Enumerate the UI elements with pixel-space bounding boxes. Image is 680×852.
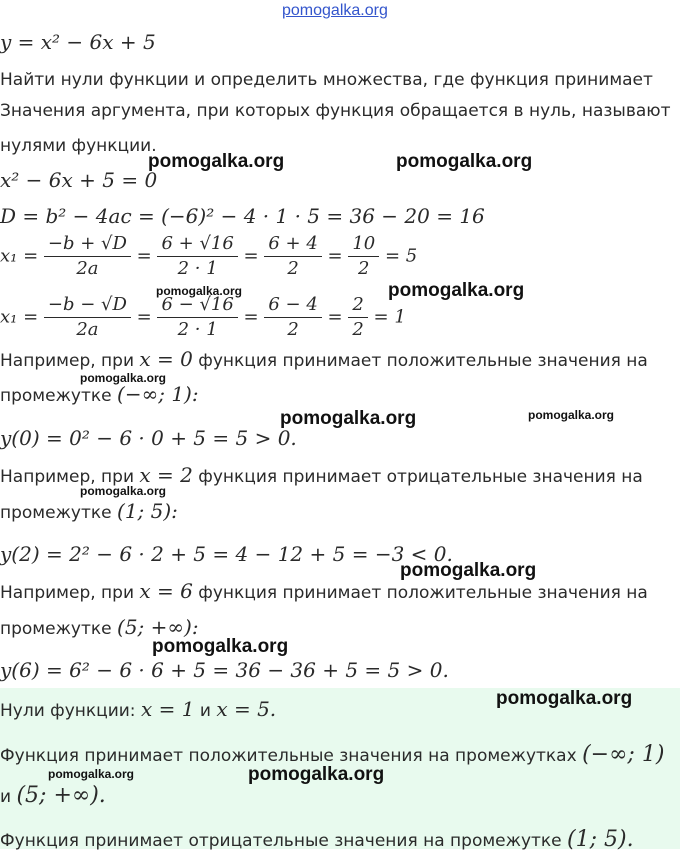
example-1-line-2: промежутке (−∞; 1):: [0, 382, 199, 406]
discriminant-formula: D = b² − 4ac = (−6)² − 4 · 1 · 5 = 36 − 20 = 16: [0, 204, 485, 228]
watermark: pomogalka.org: [396, 151, 533, 172]
site-link[interactable]: pomogalka.org: [282, 2, 388, 19]
root-result: = 1: [373, 306, 406, 328]
example-1-line-1: Например, при x = 0 функция принимает положительные значения на: [0, 347, 648, 371]
watermark: pomogalka.org: [248, 764, 385, 785]
root-plus-formula: x₁ = $\frac{-b + √D}{2a}$ = $\frac{6 + √16}{2 \cdot 1}$ = $\frac{6 + 4}{2}$ = $\frac{10}{2}$ = 5: [0, 233, 418, 279]
example-1-calc: y(0) = 0² − 6 · 0 + 5 = 5 > 0.: [0, 426, 297, 450]
fraction: $\frac{2}{2}$: [348, 293, 367, 342]
equation: y = x² − 6x + 5: [0, 30, 156, 54]
root-minus-formula: x₁ = $\frac{-b - √D}{2a}$ = $\frac{6 - √16}{2 \cdot 1}$ = $\frac{6 - 4}{2}$ = $\frac{2}{2}$ = 1: [0, 294, 406, 340]
root-lhs: x₁ =: [0, 245, 39, 267]
watermark: pomogalka.org: [388, 280, 525, 301]
watermark: pomogalka.org: [152, 636, 289, 657]
root-result: = 5: [384, 245, 418, 267]
definition-line-1: Значения аргумента, при которых функция обращается в нуль, называют: [0, 101, 671, 121]
root-lhs: x₁ =: [0, 306, 39, 328]
fraction: $\frac{6 - √16}{2 \cdot 1}$: [157, 293, 237, 342]
example-3-line-1: Например, при x = 6 функция принимает положительные значения на: [0, 579, 648, 603]
watermark: pomogalka.org: [528, 408, 615, 422]
watermark: pomogalka.org: [156, 284, 243, 298]
watermark: pomogalka.org: [400, 560, 537, 581]
example-2-line-2: промежутке (1; 5):: [0, 499, 178, 523]
fraction: $\frac{6 + 4}{2}$: [264, 232, 321, 281]
definition-line-2: нулями функции.: [0, 136, 157, 156]
task-text: Найти нули функции и определить множества, где функция принимает: [0, 70, 653, 90]
example-2-calc: y(2) = 2² − 6 · 2 + 5 = 4 − 12 + 5 = −3 < 0.: [0, 542, 453, 566]
fraction: $\frac{6 + √16}{2 \cdot 1}$: [157, 232, 237, 281]
answer-negative: Функция принимает отрицательные значения на промежутке (1; 5).: [0, 827, 634, 852]
fraction: $\frac{10}{2}$: [348, 232, 379, 281]
answer-zeros: Нули функции: x = 1 и x = 5.: [0, 697, 277, 721]
example-3-line-2: промежутке (5; +∞):: [0, 615, 199, 639]
example-2-line-1: Например, при x = 2 функция принимает отрицательные значения на: [0, 463, 643, 487]
watermark: pomogalka.org: [80, 484, 167, 498]
answer-positive-line-1: Функция принимает положительные значения на промежутках (−∞; 1): [0, 742, 665, 767]
fraction: $\frac{6 - 4}{2}$: [264, 293, 321, 342]
answer-positive-line-2: и (5; +∞).: [0, 783, 106, 808]
watermark: pomogalka.org: [148, 151, 285, 172]
watermark: pomogalka.org: [280, 408, 417, 429]
watermark: pomogalka.org: [80, 371, 167, 385]
quadratic-equation: x² − 6x + 5 = 0: [0, 168, 158, 192]
watermark: pomogalka.org: [48, 767, 135, 781]
watermark: pomogalka.org: [496, 688, 633, 709]
example-3-calc: y(6) = 6² − 6 · 6 + 5 = 36 − 36 + 5 = 5 > 0.: [0, 658, 449, 682]
fraction: $\frac{-b - √D}{2a}$: [44, 293, 131, 342]
fraction: $\frac{-b + √D}{2a}$: [44, 232, 131, 281]
